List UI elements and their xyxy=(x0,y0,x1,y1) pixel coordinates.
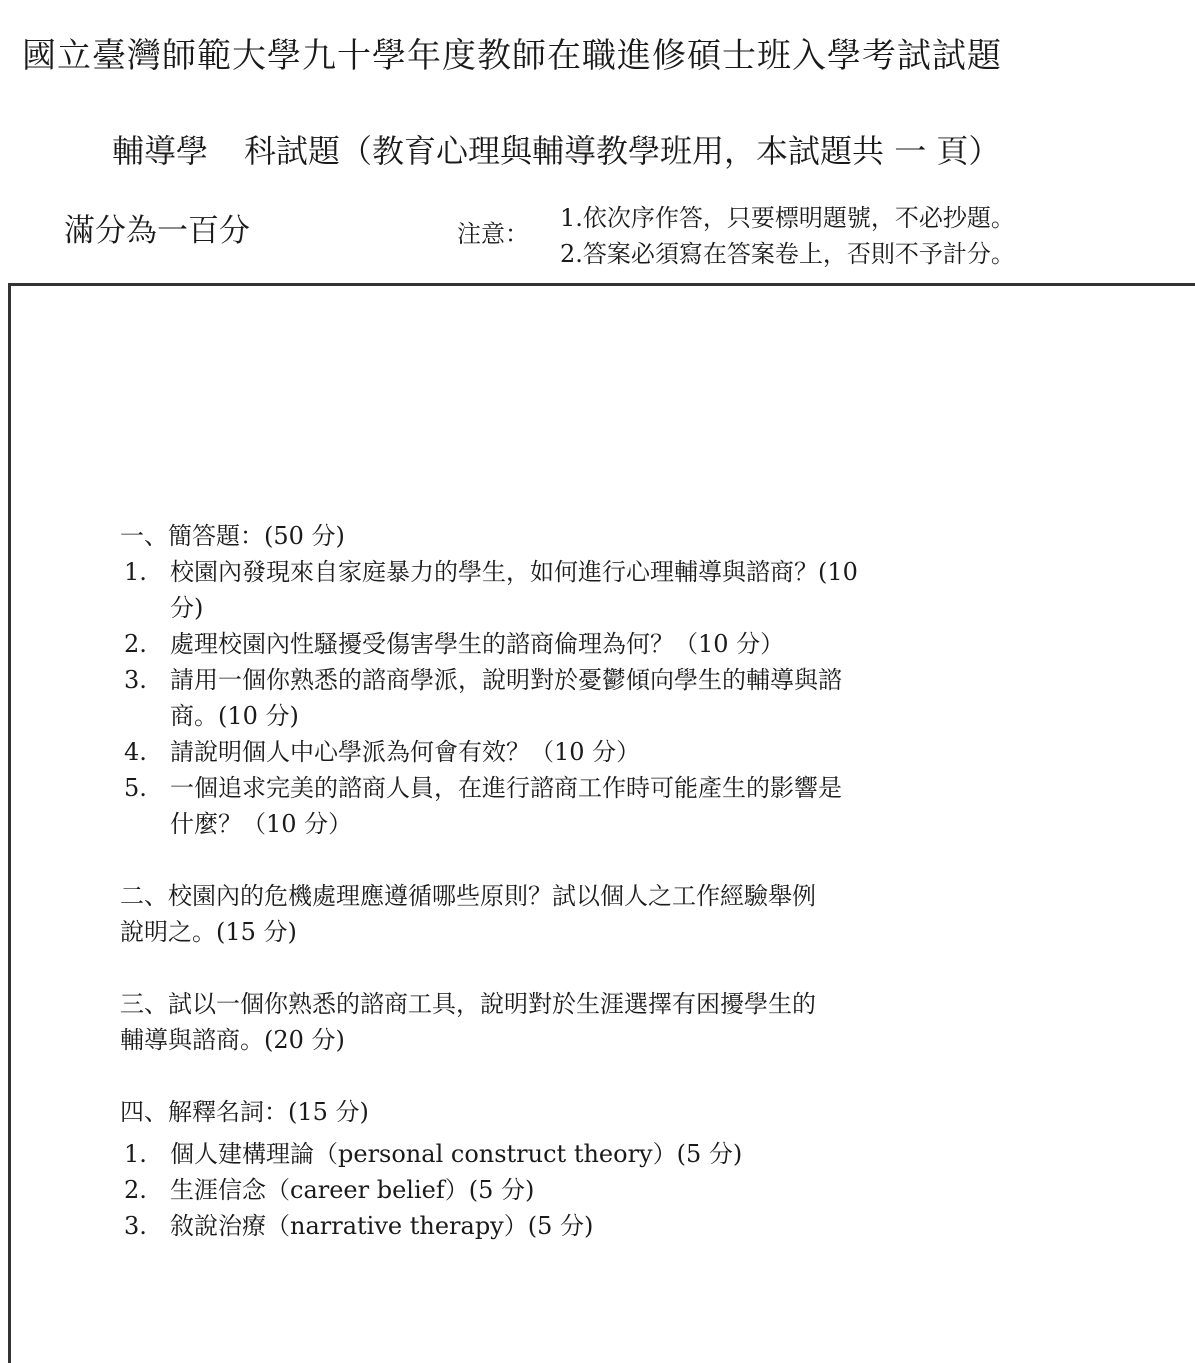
question-text-cont: 商。(10 分) xyxy=(170,702,299,730)
term-text: 敘說治療（narrative therapy）(5 分) xyxy=(170,1212,594,1240)
question-item xyxy=(120,770,1020,842)
question-number: 3. xyxy=(124,666,147,694)
subject-name: 輔導學 xyxy=(112,132,209,170)
term-number: 2. xyxy=(124,1176,147,1204)
question-text: 請說明個人中心學派為何會有效？（10 分） xyxy=(170,738,641,766)
question-item xyxy=(120,554,1020,626)
notice-item: 2.答案必須寫在答案卷上，否則不予計分。 xyxy=(560,240,1015,268)
term-item xyxy=(120,1208,1020,1244)
term-number: 1. xyxy=(124,1140,147,1168)
section-3-text-cont: 輔導與諮商。(20 分) xyxy=(120,1026,345,1054)
question-number: 4. xyxy=(124,738,147,766)
question-number: 1. xyxy=(124,558,147,586)
question-item xyxy=(120,734,1020,770)
question-text-cont: 分) xyxy=(170,594,204,622)
section-2 xyxy=(120,878,1020,950)
notice-label: 注意： xyxy=(457,220,529,248)
exam-title: 國立臺灣師範大學九十學年度教師在職進修碩士班入學考試試題 xyxy=(22,36,1002,76)
notice-item: 1.依次序作答，只要標明題號，不必抄題。 xyxy=(560,204,1015,232)
question-text: 一個追求完美的諮商人員，在進行諮商工作時可能產生的影響是 xyxy=(170,774,842,802)
section-3 xyxy=(120,986,1020,1058)
notice-list xyxy=(560,200,1015,272)
question-number: 5. xyxy=(124,774,147,802)
question-text: 請用一個你熟悉的諮商學派，說明對於憂鬱傾向學生的輔導與諮 xyxy=(170,666,842,694)
section-1-heading: 一、簡答題：(50 分) xyxy=(120,522,345,550)
full-score: 滿分為一百分 xyxy=(64,213,250,249)
question-item xyxy=(120,662,1020,734)
exam-subtitle xyxy=(112,126,1000,172)
section-3-text: 三、試以一個你熟悉的諮商工具，說明對於生涯選擇有困擾學生的 xyxy=(120,990,816,1018)
section-4-heading: 四、解釋名詞：(15 分) xyxy=(120,1098,369,1126)
question-text: 處理校園內性騷擾受傷害學生的諮商倫理為何？（10 分） xyxy=(170,630,785,658)
term-text: 生涯信念（career belief）(5 分) xyxy=(170,1176,535,1204)
section-2-text: 二、校園內的危機處理應遵循哪些原則？試以個人之工作經驗舉例 xyxy=(120,882,816,910)
subtitle-rest: 科試題（教育心理與輔導教學班用，本試題共 一 頁） xyxy=(244,132,1001,170)
term-number: 3. xyxy=(124,1212,147,1240)
section-2-text-cont: 說明之。(15 分) xyxy=(120,918,297,946)
term-item xyxy=(120,1172,1020,1208)
term-item xyxy=(120,1136,1020,1172)
exam-content xyxy=(120,518,1020,1244)
question-number: 2. xyxy=(124,630,147,658)
question-item xyxy=(120,626,1020,662)
term-text: 個人建構理論（personal construct theory）(5 分) xyxy=(170,1140,743,1168)
question-text: 校園內發現來自家庭暴力的學生，如何進行心理輔導與諮商？(10 xyxy=(170,558,858,586)
question-text-cont: 什麼？（10 分） xyxy=(170,810,353,838)
